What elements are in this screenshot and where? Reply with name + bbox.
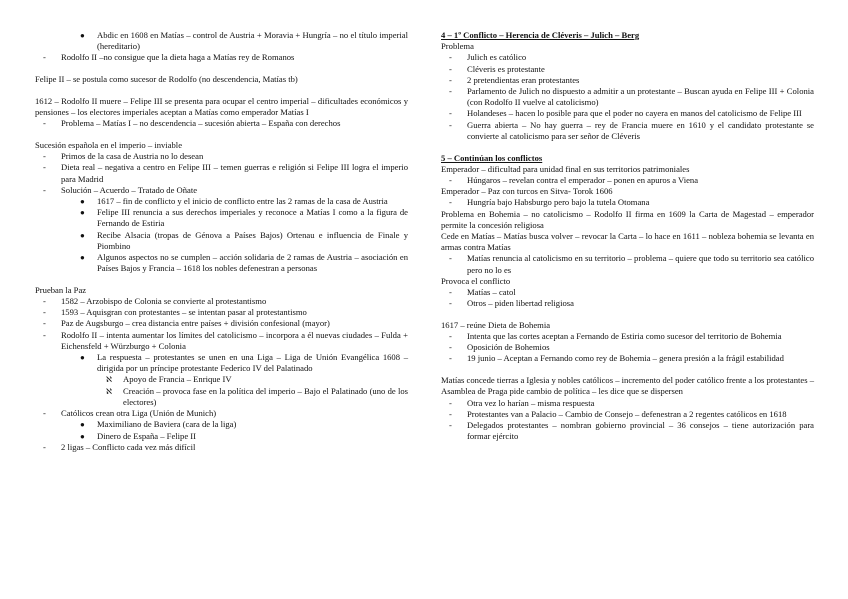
item-text: Prueban la Paz: [35, 284, 87, 295]
paragraph-gap: [35, 85, 408, 96]
dash-bullet: -: [43, 151, 46, 162]
item-text: Cléveris es protestante: [467, 63, 545, 74]
list-item: [35, 442, 408, 453]
paragraph: [35, 96, 408, 118]
item-text: 1617 – fin de conflicto y el inicio de conflicto entre las 2 ramas de la casa de Austria: [97, 195, 388, 206]
item-text: Recibe Alsacia (tropas de Génova a Países Bajos) Ortenau e influencia de Finale y Piombino: [97, 229, 408, 251]
item-text: Húngaros – revelan contra el emperador – ponen en apuros a Viena: [467, 174, 699, 185]
item-text: Dieta real – negativa a centro en Felipe III – temen guerras e religión si Felipe III logra el imperio para Madrid: [61, 162, 408, 184]
list-item: [35, 196, 408, 207]
paragraph: [441, 231, 814, 253]
dash-bullet: -: [43, 441, 46, 452]
list-item: [441, 108, 814, 119]
list-item: [441, 420, 814, 442]
item-text: Guerra abierta – No hay guerra – rey de Francia muere en 1610 y el candidato protestante se convierte al catolicismo para ser señor de Cléveris: [467, 119, 814, 141]
item-text: Problema – Matías I – no descendencia – sucesión abierta – España con derechos: [61, 118, 341, 129]
bullet-icon: ●: [80, 31, 85, 40]
list-item: [441, 175, 814, 186]
list-item: [441, 331, 814, 342]
item-text: Parlamento de Julich no dispuesto a admitir a un protestante – Buscan ayuda en Felipe III + Colonia (con Rodolfo II vuelve al catolicismo): [467, 86, 814, 108]
bullet-icon: ●: [80, 252, 85, 262]
heading-text: 5 – Continúan los conflictos: [441, 152, 543, 163]
dash-bullet: -: [449, 331, 452, 342]
item-text: Felipe II – se postula como sucesor de Rodolfo (no descendencia, Matías tb): [35, 74, 298, 85]
aleph-bullet-icon: ℵ: [106, 386, 112, 396]
item-text: 2 pretendientas eran protestantes: [467, 74, 580, 85]
item-text: Intenta que las cortes aceptan a Fernando de Estiria como sucesor del territorio de Bohemia: [467, 331, 782, 342]
item-text: Problema: [441, 41, 474, 52]
list-item: [35, 330, 408, 352]
list-item: [35, 30, 408, 52]
paragraph: [441, 209, 814, 231]
dash-bullet: -: [449, 342, 452, 353]
dash-bullet: -: [43, 307, 46, 318]
paragraph-gap: [35, 129, 408, 140]
item-text: Delegados protestantes – nombran gobierno provincial – 36 consejos – tiene autorización para formar ejército: [467, 420, 814, 442]
item-text: Apoyo de Francia – Enrique IV: [123, 374, 232, 385]
dash-bullet: -: [449, 397, 452, 408]
list-item: [35, 151, 408, 162]
dash-bullet: -: [43, 318, 46, 329]
right-column: [441, 30, 814, 442]
paragraph-gap: [35, 274, 408, 285]
item-text: Oposición de Bohemios: [467, 342, 550, 353]
dash-bullet: -: [43, 162, 46, 173]
item-text: Sucesión española en el imperio – inviable: [35, 139, 183, 150]
list-item: [35, 419, 408, 430]
paragraph: [441, 320, 814, 331]
list-item: [441, 197, 814, 208]
paragraph-gap: [35, 64, 408, 75]
bullet-icon: ●: [80, 208, 85, 218]
section-heading: [441, 153, 814, 164]
item-text: Hungría bajo Habsburgo pero bajo la tutela Otomana: [467, 197, 650, 208]
item-text: Julich es católico: [467, 52, 527, 63]
item-text: Algunos aspectos no se cumplen – acción solidaria de 2 ramas de Austria – asociación en Países Bajos y Francia – 1618 los nobles defenestran a personas: [97, 251, 408, 274]
list-item: [35, 230, 408, 252]
bullet-icon: ●: [80, 420, 85, 430]
paragraph: [35, 140, 408, 151]
list-item: [35, 307, 408, 318]
item-text: 1593 – Aquisgran con protestantes – se intentan pasar al protestantismo: [61, 307, 307, 318]
item-text: 19 junio – Aceptan a Fernando como rey de Bohemia – genera presión a la frágil estabilidad: [467, 353, 784, 364]
item-text: Matías – catol: [467, 286, 516, 297]
list-item: [35, 352, 408, 374]
dash-bullet: -: [43, 52, 46, 63]
dash-bullet: -: [43, 184, 46, 195]
left-column: [35, 30, 408, 453]
item-text: La respuesta – protestantes se unen en una Liga – Liga de Unión Evangélica 1608 – dirigida por un príncipe protestante Federico IV del Palatinado: [97, 352, 408, 374]
dash-bullet: -: [449, 108, 452, 119]
item-text: Maximiliano de Baviera (cara de la liga): [97, 419, 237, 430]
dash-bullet: -: [449, 197, 452, 208]
list-item: [35, 296, 408, 307]
dash-bullet: -: [449, 174, 452, 185]
dash-bullet: -: [449, 119, 452, 130]
dash-bullet: -: [449, 63, 452, 74]
dash-bullet: -: [449, 52, 452, 63]
dash-bullet: -: [449, 253, 452, 264]
list-item: [35, 52, 408, 63]
paragraph: [441, 164, 814, 175]
list-item: [441, 86, 814, 108]
paragraph: [35, 74, 408, 85]
list-item: [441, 342, 814, 353]
item-text: Dinero de España – Felipe II: [97, 430, 197, 441]
item-text: Otra vez lo harían – misma respuesta: [467, 397, 595, 408]
dash-bullet: -: [449, 74, 452, 85]
bullet-icon: ●: [80, 431, 85, 441]
item-text: Felipe III renuncia a sus derechos imperiales y reconoce a Matías I como a la figura de Fernando de Estiria: [97, 207, 408, 229]
dash-bullet: -: [449, 353, 452, 364]
dash-bullet: -: [43, 296, 46, 307]
dash-bullet: -: [449, 420, 452, 430]
item-text: Creación – provoca fase en la política del imperio – Bajo el Palatinado (uno de los electores): [123, 385, 408, 407]
item-text: Matías renuncia al catolicismo en su territorio – problema – quiere que todo su territorio sea católico pero no lo es: [467, 253, 814, 275]
item-text: Matías concede tierras a Iglesia y nobles católicos – incremento del poder católico frente a los protestantes – Asamblea de Praga pide cambio de política – les dice que se dispersen: [441, 375, 814, 397]
list-item: [441, 398, 814, 409]
dash-bullet: -: [449, 408, 452, 419]
item-text: Abdic en 1608 en Matías – control de Austria + Moravia + Hungría – no el título imperial (hereditario): [97, 30, 408, 52]
list-item: [35, 207, 408, 229]
item-text: Problema en Bohemia – no catolicismo – Rodolfo II firma en 1609 la Carta de Magestad – emperador permite la concesión religiosa: [441, 208, 814, 230]
dash-bullet: -: [43, 118, 46, 129]
list-item: [441, 64, 814, 75]
paragraph-gap: [441, 365, 814, 376]
list-item: [35, 408, 408, 419]
section-heading: [441, 30, 814, 41]
item-text: Solución – Acuerdo – Tratado de Oñate: [61, 184, 198, 195]
heading-text: 4 – 1º Conflicto – Herencia de Cléveris – Julich – Berg: [441, 30, 640, 40]
list-item: [441, 52, 814, 63]
bullet-icon: ●: [80, 196, 85, 206]
dash-bullet: -: [449, 298, 452, 309]
list-item: [35, 386, 408, 408]
dash-bullet: -: [449, 86, 452, 97]
paragraph: [441, 186, 814, 197]
dash-bullet: -: [43, 408, 46, 419]
item-text: 1612 – Rodolfo II muere – Felipe III se presenta para ocupar el centro imperial – dificultades económicos y pensiones – los electores imperiales aceptan a Matías como emperador Matías I: [35, 95, 408, 118]
item-text: 2 ligas – Conflicto cada vez más difícil: [61, 441, 196, 452]
item-text: Emperador – dificultad para unidad final en sus territorios patrimoniales: [441, 163, 690, 174]
aleph-bullet-icon: ℵ: [106, 375, 112, 385]
dash-bullet: -: [43, 329, 46, 340]
paragraph-gap: [441, 142, 814, 153]
item-text: Protestantes van a Palacio – Cambio de Consejo – defenestran a 2 regentes católicos en 1618: [467, 408, 787, 419]
item-text: Católicos crean otra Liga (Unión de Munich): [61, 408, 217, 419]
paragraph: [441, 276, 814, 287]
paragraph-gap: [441, 309, 814, 320]
list-item: [441, 409, 814, 420]
item-text: Cede en Matías – Matías busca volver – revocar la Carta – lo hace en 1611 – nobleza bohemia se levanta en armas contra Matías: [441, 230, 814, 253]
item-text: Otros – piden libertad religiosa: [467, 298, 574, 309]
list-item: [35, 252, 408, 274]
list-item: [441, 120, 814, 142]
dash-bullet: -: [449, 286, 452, 297]
list-item: [441, 287, 814, 298]
item-text: Provoca el conflicto: [441, 275, 511, 286]
item-text: Emperador – Paz con turcos en Sitva- Torok 1606: [441, 186, 613, 197]
list-item: [35, 162, 408, 184]
list-item: [35, 318, 408, 329]
list-item: [441, 253, 814, 275]
item-text: Rodolfo II –no consigue que la dieta haga a Matías rey de Romanos: [61, 52, 295, 63]
item-text: Paz de Augsburgo – crea distancia entre países + división confesional (mayor): [61, 318, 330, 329]
item-text: Primos de la casa de Austria no lo desean: [61, 151, 204, 162]
list-item: [441, 75, 814, 86]
list-item: [441, 353, 814, 364]
paragraph: [441, 41, 814, 52]
list-item: [35, 118, 408, 129]
bullet-icon: ●: [80, 230, 85, 240]
item-text: Holandeses – hacen lo posible para que el poder no cayera en manos del catolicismo de Felipe III: [467, 108, 802, 119]
paragraph: [35, 285, 408, 296]
list-item: [35, 374, 408, 385]
item-text: 1582 – Arzobispo de Colonia se convierte al protestantismo: [61, 296, 267, 307]
item-text: Rodolfo II – intenta aumentar los límites del catolicismo – incorpora a él nuevas ciudades – Fulda + Eichensfeld + Würzburgo + Colonia: [61, 329, 408, 351]
list-item: [35, 431, 408, 442]
paragraph: [441, 375, 814, 397]
list-item: [441, 298, 814, 309]
list-item: [35, 185, 408, 196]
item-text: 1617 – reúne Dieta de Bohemia: [441, 319, 551, 330]
bullet-icon: ●: [80, 353, 85, 363]
